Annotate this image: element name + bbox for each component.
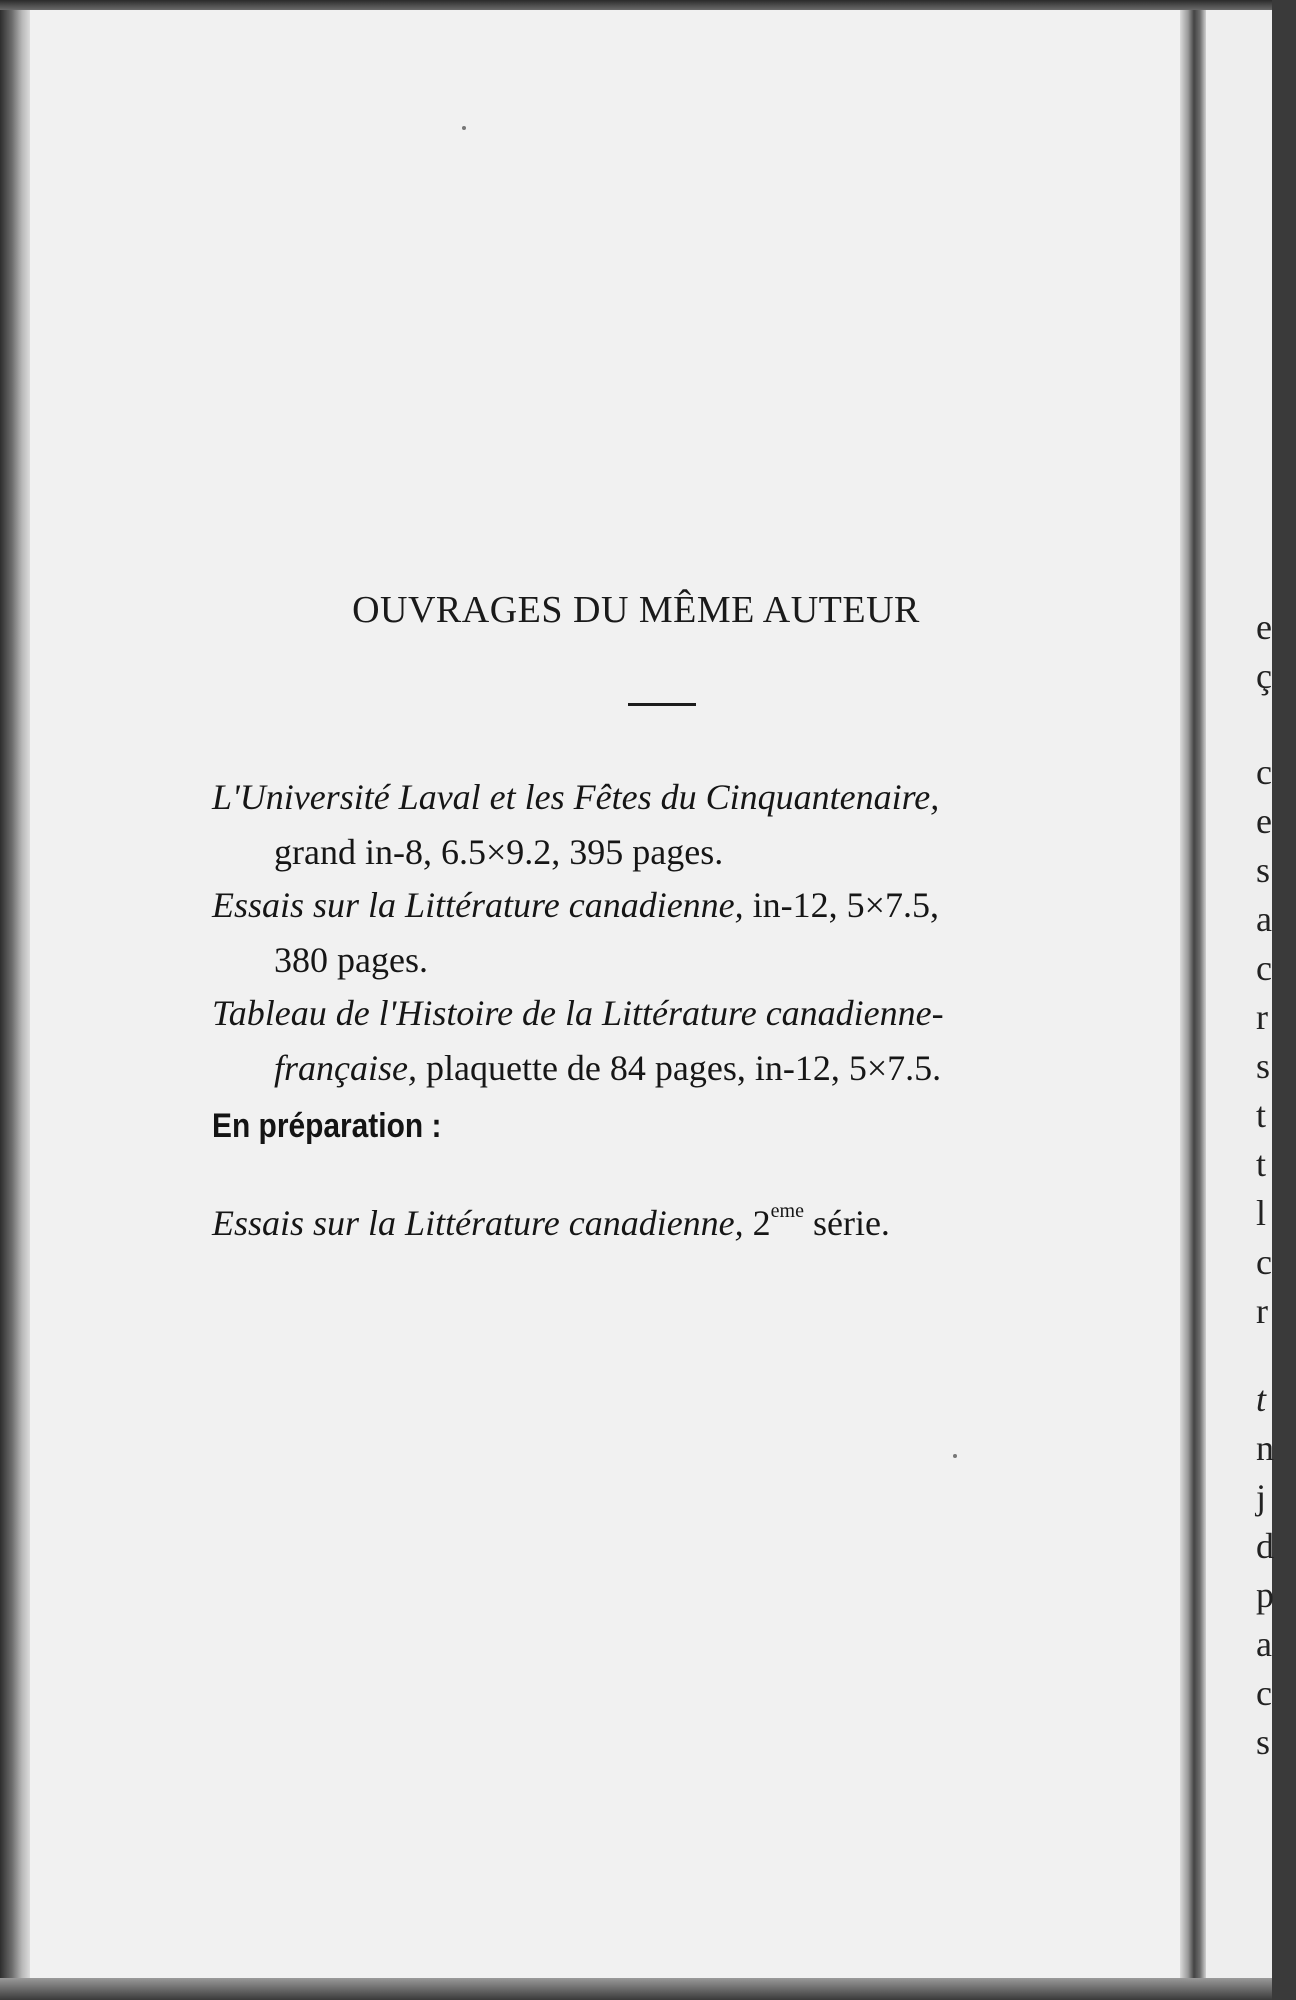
facing-page-letter: d — [1256, 1526, 1274, 1566]
facing-page-letter: ç — [1256, 656, 1272, 696]
forthcoming-number: 2 — [743, 1203, 771, 1243]
work-2-details-b: 380 pages. — [274, 940, 428, 980]
heading-rule — [628, 703, 696, 706]
work-3-title-a: Tableau de l'Histoire de la Littérature canadienne- — [212, 993, 944, 1033]
facing-page-letter: c — [1256, 1673, 1272, 1713]
facing-page-letter: a — [1256, 899, 1272, 939]
facing-page-letter: c — [1256, 752, 1272, 792]
facing-page-letter: j — [1256, 1477, 1267, 1517]
forthcoming-title: Essais sur la Littérature canadienne, — [212, 1203, 744, 1243]
work-entry-1 — [212, 770, 1112, 880]
facing-page-letter: a — [1256, 1624, 1272, 1664]
forthcoming-work — [212, 1200, 890, 1244]
book-gutter — [1180, 0, 1206, 2000]
facing-page-letter: s — [1256, 1046, 1271, 1086]
facing-page-letter: e — [1256, 801, 1272, 841]
work-2-details-a: in-12, 5×7.5, — [743, 885, 939, 925]
work-entry-3 — [212, 986, 1112, 1096]
top-scan-edge — [0, 0, 1272, 10]
facing-page-letter: e — [1256, 607, 1272, 647]
scan-speck — [953, 1454, 957, 1458]
scan-speck — [462, 126, 466, 130]
facing-page-letter: r — [1256, 1291, 1268, 1331]
facing-page-letter: l — [1256, 1193, 1267, 1233]
facing-page-letter: s — [1256, 850, 1271, 890]
facing-page-letter: t — [1256, 1379, 1267, 1419]
bottom-scan-edge — [0, 1978, 1272, 2000]
forthcoming-suffix: série. — [803, 1203, 890, 1243]
forthcoming-superscript: eme — [770, 1200, 804, 1222]
facing-page-letter: n — [1256, 1428, 1274, 1468]
facing-page-letter: c — [1256, 948, 1272, 988]
facing-page-letter: s — [1256, 1722, 1271, 1762]
left-book-edge — [0, 0, 30, 2000]
work-1-details: grand in-8, 6.5×9.2, 395 pages. — [274, 832, 724, 872]
work-2-title: Essais sur la Littérature canadienne, — [212, 885, 744, 925]
facing-page-letter: c — [1256, 1242, 1272, 1282]
work-3-title-b: française, — [274, 1048, 417, 1088]
facing-page-letter: r — [1256, 997, 1268, 1037]
in-preparation-label: En préparation : — [212, 1107, 442, 1145]
page-heading: OUVRAGES DU MÊME AUTEUR — [352, 589, 920, 631]
work-1-title: L'Université Laval et les Fêtes du Cinquantenaire, — [212, 777, 940, 817]
facing-page-letter: t — [1256, 1095, 1267, 1135]
work-3-details: plaquette de 84 pages, in-12, 5×7.5. — [416, 1048, 942, 1088]
facing-page-letter: t — [1256, 1144, 1267, 1184]
facing-page-letter: p — [1256, 1575, 1274, 1615]
work-entry-2 — [212, 878, 1112, 988]
